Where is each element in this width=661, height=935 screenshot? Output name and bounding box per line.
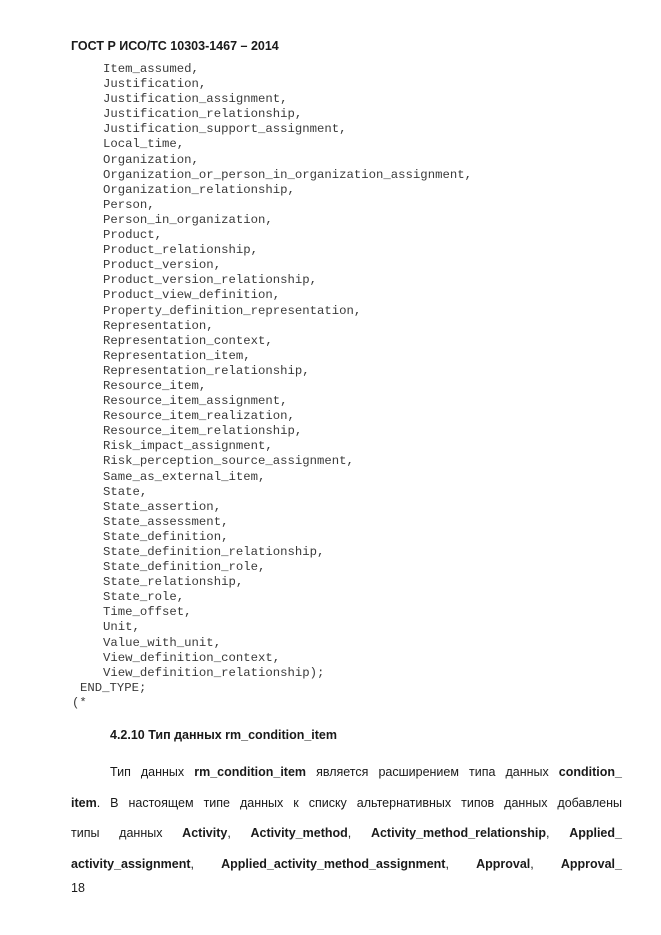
code-line: Representation, — [103, 318, 214, 333]
code-comment-open: (* — [72, 695, 87, 710]
code-line: Representation_context, — [103, 333, 273, 348]
code-line: Person, — [103, 197, 155, 212]
code-line: Person_in_organization, — [103, 212, 273, 227]
code-line: View_definition_relationship); — [103, 665, 325, 680]
code-line: State_relationship, — [103, 575, 244, 590]
code-line: Resource_item, — [103, 378, 207, 393]
code-line: Unit, — [103, 620, 140, 635]
code-line: Product_version, — [103, 258, 222, 273]
code-line: State_assessment, — [103, 514, 229, 529]
code-line: View_definition_context, — [103, 650, 281, 665]
paragraph-line-1: Тип данных rm_condition_item является расширением типа данных condition_ — [110, 765, 622, 779]
code-line: Product, — [103, 228, 163, 243]
code-line: Local_time, — [103, 137, 185, 152]
code-line: Representation_relationship, — [103, 363, 310, 378]
code-line: Justification_support_assignment, — [103, 122, 347, 137]
code-line: State_definition, — [103, 529, 229, 544]
code-line: Organization, — [103, 152, 199, 167]
express-code-block — [0, 62, 472, 711]
code-line: Resource_item_assignment, — [103, 394, 288, 409]
code-line: Product_view_definition, — [103, 288, 281, 303]
code-line: Representation_item, — [103, 348, 251, 363]
code-line: Justification, — [103, 77, 207, 92]
code-line: State_definition_role, — [103, 560, 266, 575]
code-line: Risk_impact_assignment, — [103, 439, 273, 454]
code-line: Time_offset, — [103, 605, 192, 620]
section-paragraph — [71, 757, 622, 879]
code-line: Property_definition_representation, — [103, 303, 362, 318]
code-line: Product_relationship, — [103, 243, 258, 258]
paragraph-line-3: типы данных Activity, Activity_method, Activity_method_relationship, Applied_ — [71, 826, 622, 840]
code-line: Item_assumed, — [103, 62, 199, 76]
code-line: Organization_or_person_in_organization_assignment, — [103, 167, 472, 182]
paragraph-line-4: activity_assignment, Applied_activity_method_assignment, Approval, Approval_ — [71, 856, 622, 871]
code-line: State, — [103, 484, 148, 499]
code-line: Organization_relationship, — [103, 182, 295, 197]
page-number: 18 — [71, 881, 85, 895]
code-line: Value_with_unit, — [103, 635, 222, 650]
code-line: State_assertion, — [103, 499, 222, 514]
code-line: Resource_item_realization, — [103, 409, 295, 424]
code-end-type: END_TYPE; — [80, 680, 147, 695]
code-line: Product_version_relationship, — [103, 273, 318, 288]
code-line: Resource_item_relationship, — [103, 424, 303, 439]
code-line: Justification_relationship, — [103, 107, 303, 122]
code-line: Same_as_external_item, — [103, 469, 266, 484]
code-line: State_definition_relationship, — [103, 545, 325, 559]
code-line: Risk_perception_source_assignment, — [103, 454, 354, 469]
document-header: ГОСТ Р ИСО/ТС 10303-1467 – 2014 — [71, 39, 279, 53]
section-title: 4.2.10 Тип данных rm_condition_item — [110, 728, 338, 742]
code-line: State_role, — [103, 590, 185, 605]
code-line: Justification_assignment, — [103, 92, 288, 107]
paragraph-line-2: item. В настоящем типе данных к списку альтернативных типов данных добавлены — [71, 795, 622, 810]
